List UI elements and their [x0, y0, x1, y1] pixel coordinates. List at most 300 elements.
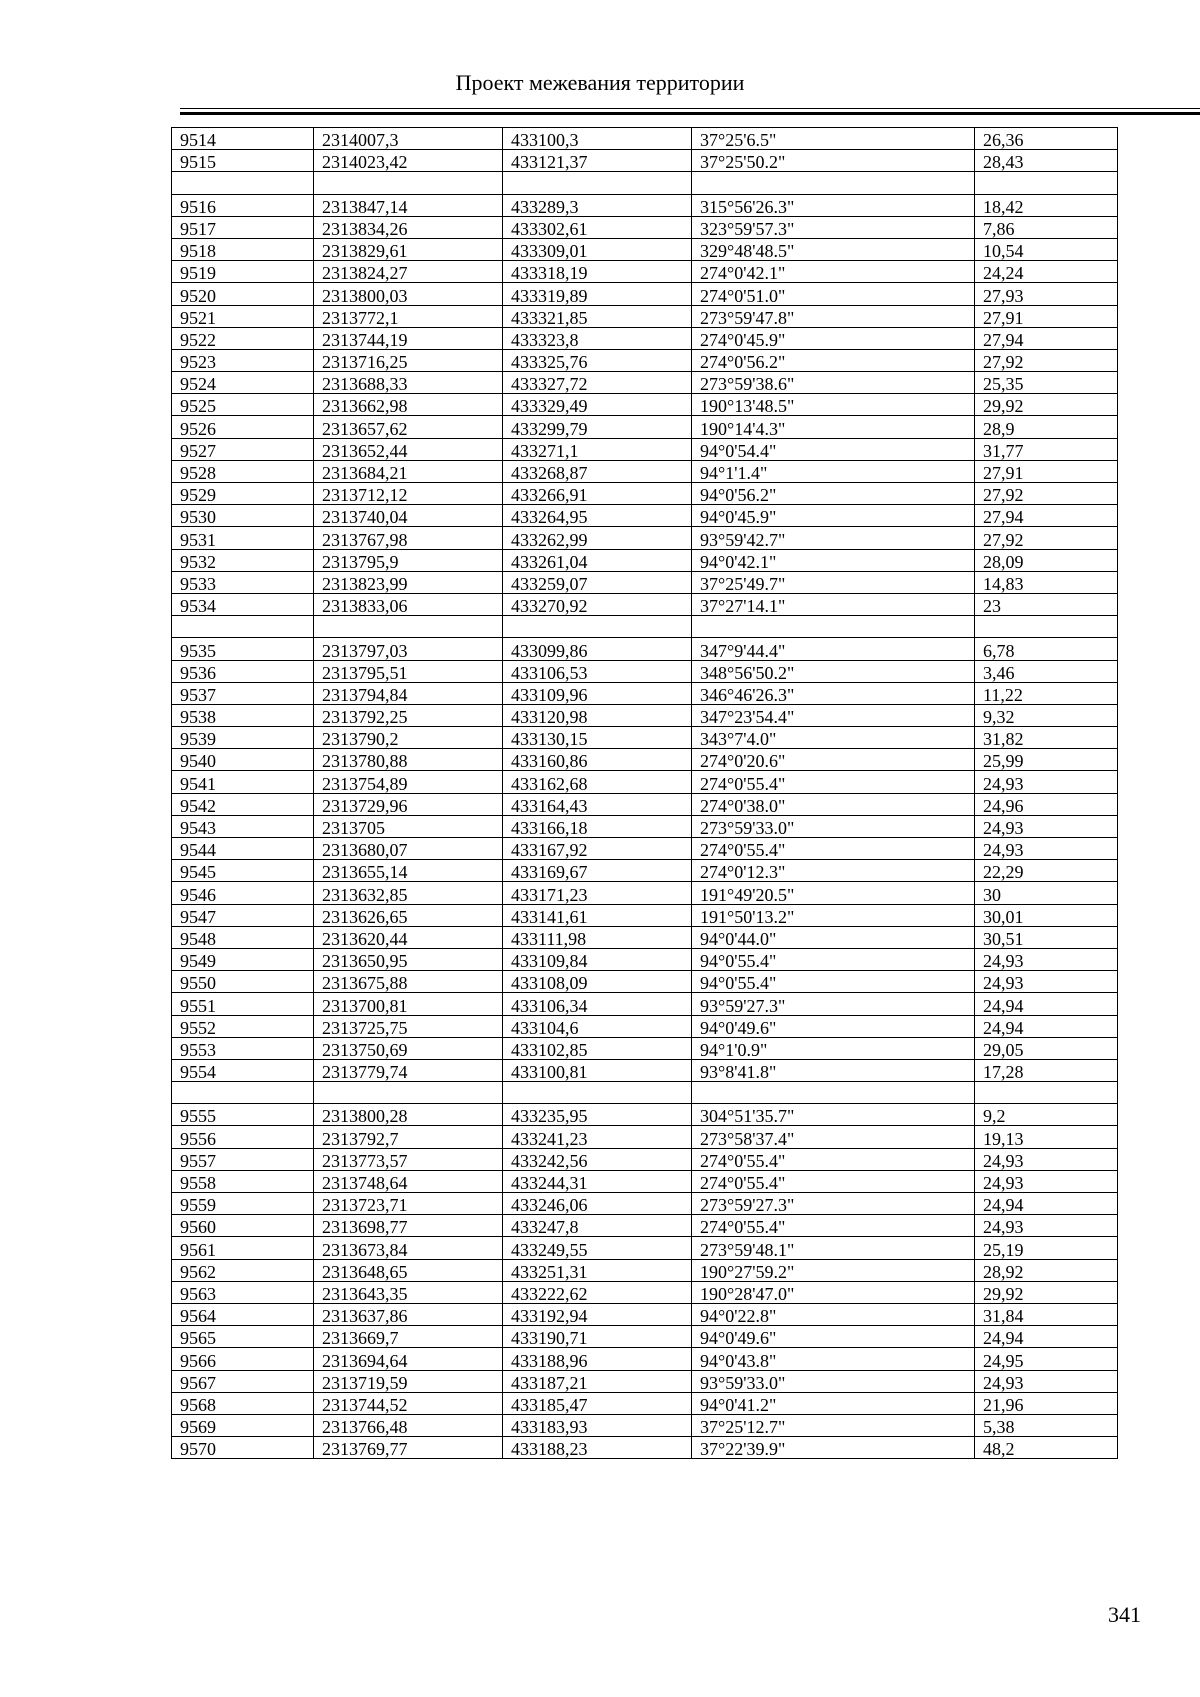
point-number-cell: 9538 [172, 704, 314, 726]
table-row [172, 1193, 1118, 1215]
table-row [172, 283, 1118, 305]
x-coordinate-cell: 2313795,9 [314, 549, 503, 571]
x-coordinate-cell: 2313657,62 [314, 416, 503, 438]
table-row [172, 993, 1118, 1015]
distance-cell: 27,92 [975, 483, 1118, 505]
table-row [172, 1303, 1118, 1325]
direction-angle-cell: 304°51'35.7" [692, 1104, 975, 1126]
point-number-cell: 9534 [172, 593, 314, 615]
distance-cell: 24,94 [975, 993, 1118, 1015]
y-coordinate-cell: 433106,53 [503, 660, 692, 682]
direction-angle-cell: 93°59'42.7" [692, 527, 975, 549]
y-coordinate-cell: 433241,23 [503, 1126, 692, 1148]
distance-cell: 28,09 [975, 549, 1118, 571]
y-coordinate-cell: 433299,79 [503, 416, 692, 438]
direction-angle-cell: 323°59'57.3" [692, 216, 975, 238]
y-coordinate-cell: 433185,47 [503, 1392, 692, 1414]
table-row [172, 616, 1118, 638]
y-coordinate-cell: 433289,3 [503, 194, 692, 216]
point-number-cell: 9535 [172, 638, 314, 660]
point-number-cell: 9523 [172, 349, 314, 371]
direction-angle-cell: 94°0'41.2" [692, 1392, 975, 1414]
direction-angle-cell: 274°0'55.4" [692, 1148, 975, 1170]
point-number-cell: 9520 [172, 283, 314, 305]
table-row [172, 838, 1118, 860]
x-coordinate-cell: 2313794,84 [314, 682, 503, 704]
distance-cell: 27,93 [975, 283, 1118, 305]
x-coordinate-cell: 2313675,88 [314, 971, 503, 993]
y-coordinate-cell: 433160,86 [503, 749, 692, 771]
x-coordinate-cell: 2313824,27 [314, 261, 503, 283]
x-coordinate-cell: 2313626,65 [314, 904, 503, 926]
table-row [172, 194, 1118, 216]
point-number-cell: 9542 [172, 793, 314, 815]
distance-cell [975, 1082, 1118, 1104]
distance-cell: 27,94 [975, 327, 1118, 349]
x-coordinate-cell: 2313766,48 [314, 1414, 503, 1436]
y-coordinate-cell: 433249,55 [503, 1237, 692, 1259]
distance-cell: 48,2 [975, 1437, 1118, 1459]
direction-angle-cell: 274°0'20.6" [692, 749, 975, 771]
distance-cell: 29,05 [975, 1037, 1118, 1059]
direction-angle-cell [692, 172, 975, 194]
x-coordinate-cell: 2313652,44 [314, 438, 503, 460]
y-coordinate-cell: 433271,1 [503, 438, 692, 460]
table-row [172, 438, 1118, 460]
point-number-cell: 9543 [172, 815, 314, 837]
distance-cell: 24,93 [975, 1215, 1118, 1237]
distance-cell: 24,24 [975, 261, 1118, 283]
x-coordinate-cell: 2313655,14 [314, 860, 503, 882]
table-row [172, 349, 1118, 371]
table-row [172, 704, 1118, 726]
y-coordinate-cell: 433190,71 [503, 1326, 692, 1348]
table-row [172, 1215, 1118, 1237]
table-row [172, 1148, 1118, 1170]
distance-cell: 7,86 [975, 216, 1118, 238]
point-number-cell: 9530 [172, 505, 314, 527]
distance-cell: 24,96 [975, 793, 1118, 815]
table-row [172, 971, 1118, 993]
y-coordinate-cell: 433162,68 [503, 771, 692, 793]
point-number-cell: 9518 [172, 238, 314, 260]
point-number-cell: 9556 [172, 1126, 314, 1148]
y-coordinate-cell: 433321,85 [503, 305, 692, 327]
header-rule-thick [180, 112, 1200, 115]
table-row [172, 1326, 1118, 1348]
point-number-cell: 9550 [172, 971, 314, 993]
y-coordinate-cell: 433106,34 [503, 993, 692, 1015]
direction-angle-cell: 94°0'43.8" [692, 1348, 975, 1370]
distance-cell: 6,78 [975, 638, 1118, 660]
table-row [172, 172, 1118, 194]
y-coordinate-cell [503, 1082, 692, 1104]
y-coordinate-cell: 433167,92 [503, 838, 692, 860]
point-number-cell: 9517 [172, 216, 314, 238]
table-row [172, 860, 1118, 882]
y-coordinate-cell: 433222,62 [503, 1281, 692, 1303]
x-coordinate-cell: 2313792,25 [314, 704, 503, 726]
direction-angle-cell: 347°23'54.4" [692, 704, 975, 726]
y-coordinate-cell: 433266,91 [503, 483, 692, 505]
direction-angle-cell: 94°1'1.4" [692, 460, 975, 482]
y-coordinate-cell: 433325,76 [503, 349, 692, 371]
direction-angle-cell: 190°28'47.0" [692, 1281, 975, 1303]
direction-angle-cell: 37°27'14.1" [692, 593, 975, 615]
point-number-cell: 9567 [172, 1370, 314, 1392]
direction-angle-cell: 94°0'56.2" [692, 483, 975, 505]
distance-cell: 22,29 [975, 860, 1118, 882]
direction-angle-cell: 37°22'39.9" [692, 1437, 975, 1459]
direction-angle-cell: 37°25'50.2" [692, 150, 975, 172]
point-number-cell: 9545 [172, 860, 314, 882]
direction-angle-cell: 346°46'26.3" [692, 682, 975, 704]
distance-cell: 5,38 [975, 1414, 1118, 1436]
table-row [172, 682, 1118, 704]
x-coordinate-cell: 2313673,84 [314, 1237, 503, 1259]
distance-cell: 24,93 [975, 948, 1118, 970]
distance-cell: 10,54 [975, 238, 1118, 260]
y-coordinate-cell: 433270,92 [503, 593, 692, 615]
table-row [172, 1015, 1118, 1037]
y-coordinate-cell: 433259,07 [503, 571, 692, 593]
point-number-cell: 9527 [172, 438, 314, 460]
distance-cell: 24,94 [975, 1015, 1118, 1037]
header-rule-thin [180, 108, 1200, 109]
table-row [172, 261, 1118, 283]
point-number-cell: 9564 [172, 1303, 314, 1325]
y-coordinate-cell: 433264,95 [503, 505, 692, 527]
table-row [172, 593, 1118, 615]
point-number-cell: 9549 [172, 948, 314, 970]
table-row [172, 1237, 1118, 1259]
distance-cell [975, 616, 1118, 638]
point-number-cell: 9548 [172, 926, 314, 948]
point-number-cell: 9561 [172, 1237, 314, 1259]
distance-cell: 24,93 [975, 815, 1118, 837]
distance-cell: 27,92 [975, 349, 1118, 371]
x-coordinate-cell [314, 172, 503, 194]
point-number-cell: 9563 [172, 1281, 314, 1303]
distance-cell: 24,95 [975, 1348, 1118, 1370]
direction-angle-cell: 37°25'6.5" [692, 128, 975, 150]
point-number-cell: 9514 [172, 128, 314, 150]
table-row [172, 571, 1118, 593]
distance-cell: 30,01 [975, 904, 1118, 926]
table-row [172, 793, 1118, 815]
x-coordinate-cell: 2313740,04 [314, 505, 503, 527]
x-coordinate-cell: 2313684,21 [314, 460, 503, 482]
y-coordinate-cell: 433104,6 [503, 1015, 692, 1037]
x-coordinate-cell: 2313744,52 [314, 1392, 503, 1414]
point-number-cell: 9553 [172, 1037, 314, 1059]
direction-angle-cell: 347°9'44.4" [692, 638, 975, 660]
x-coordinate-cell: 2313823,99 [314, 571, 503, 593]
y-coordinate-cell: 433188,96 [503, 1348, 692, 1370]
table-row [172, 238, 1118, 260]
x-coordinate-cell: 2313792,7 [314, 1126, 503, 1148]
direction-angle-cell: 94°0'42.1" [692, 549, 975, 571]
y-coordinate-cell: 433329,49 [503, 394, 692, 416]
x-coordinate-cell: 2313769,77 [314, 1437, 503, 1459]
point-number-cell: 9519 [172, 261, 314, 283]
direction-angle-cell: 273°59'33.0" [692, 815, 975, 837]
y-coordinate-cell: 433262,99 [503, 527, 692, 549]
table-row [172, 372, 1118, 394]
table-row [172, 638, 1118, 660]
x-coordinate-cell: 2313688,33 [314, 372, 503, 394]
direction-angle-cell: 94°0'49.6" [692, 1326, 975, 1348]
point-number-cell: 9559 [172, 1193, 314, 1215]
table-row [172, 660, 1118, 682]
table-row [172, 1437, 1118, 1459]
table-row [172, 749, 1118, 771]
distance-cell: 24,93 [975, 838, 1118, 860]
distance-cell: 27,94 [975, 505, 1118, 527]
y-coordinate-cell: 433099,86 [503, 638, 692, 660]
y-coordinate-cell: 433102,85 [503, 1037, 692, 1059]
point-number-cell: 9562 [172, 1259, 314, 1281]
table-row [172, 505, 1118, 527]
distance-cell: 25,35 [975, 372, 1118, 394]
direction-angle-cell: 348°56'50.2" [692, 660, 975, 682]
direction-angle-cell: 273°59'47.8" [692, 305, 975, 327]
x-coordinate-cell: 2313773,57 [314, 1148, 503, 1170]
y-coordinate-cell: 433141,61 [503, 904, 692, 926]
distance-cell: 9,32 [975, 704, 1118, 726]
direction-angle-cell: 343°7'4.0" [692, 727, 975, 749]
x-coordinate-cell: 2313744,19 [314, 327, 503, 349]
table-row [172, 904, 1118, 926]
point-number-cell: 9537 [172, 682, 314, 704]
y-coordinate-cell: 433302,61 [503, 216, 692, 238]
table-row [172, 327, 1118, 349]
table-row [172, 549, 1118, 571]
x-coordinate-cell: 2313637,86 [314, 1303, 503, 1325]
direction-angle-cell: 274°0'55.4" [692, 771, 975, 793]
coordinates-table [171, 127, 1118, 1459]
x-coordinate-cell: 2314023,42 [314, 150, 503, 172]
y-coordinate-cell: 433192,94 [503, 1303, 692, 1325]
distance-cell: 24,93 [975, 1170, 1118, 1192]
y-coordinate-cell: 433100,81 [503, 1059, 692, 1081]
point-number-cell: 9524 [172, 372, 314, 394]
x-coordinate-cell: 2313800,03 [314, 283, 503, 305]
x-coordinate-cell: 2313750,69 [314, 1037, 503, 1059]
x-coordinate-cell: 2313779,74 [314, 1059, 503, 1081]
table-row [172, 216, 1118, 238]
distance-cell: 24,93 [975, 771, 1118, 793]
x-coordinate-cell: 2313723,71 [314, 1193, 503, 1215]
distance-cell: 23 [975, 593, 1118, 615]
x-coordinate-cell: 2313662,98 [314, 394, 503, 416]
y-coordinate-cell: 433183,93 [503, 1414, 692, 1436]
direction-angle-cell: 315°56'26.3" [692, 194, 975, 216]
y-coordinate-cell: 433120,98 [503, 704, 692, 726]
x-coordinate-cell [314, 1082, 503, 1104]
point-number-cell: 9544 [172, 838, 314, 860]
distance-cell: 29,92 [975, 394, 1118, 416]
distance-cell: 24,93 [975, 1370, 1118, 1392]
distance-cell: 30 [975, 882, 1118, 904]
y-coordinate-cell: 433108,09 [503, 971, 692, 993]
distance-cell: 19,13 [975, 1126, 1118, 1148]
point-number-cell: 9528 [172, 460, 314, 482]
direction-angle-cell: 190°13'48.5" [692, 394, 975, 416]
y-coordinate-cell: 433244,31 [503, 1170, 692, 1192]
page-header-title: Проект межевания территории [455, 70, 745, 95]
point-number-cell: 9529 [172, 483, 314, 505]
point-number-cell: 9557 [172, 1148, 314, 1170]
direction-angle-cell: 190°27'59.2" [692, 1259, 975, 1281]
table-row [172, 305, 1118, 327]
distance-cell: 27,91 [975, 305, 1118, 327]
point-number-cell: 9565 [172, 1326, 314, 1348]
table-row [172, 1348, 1118, 1370]
point-number-cell: 9539 [172, 727, 314, 749]
direction-angle-cell: 94°1'0.9" [692, 1037, 975, 1059]
point-number-cell: 9546 [172, 882, 314, 904]
direction-angle-cell: 274°0'55.4" [692, 1215, 975, 1237]
y-coordinate-cell: 433121,37 [503, 150, 692, 172]
y-coordinate-cell: 433235,95 [503, 1104, 692, 1126]
x-coordinate-cell: 2313716,25 [314, 349, 503, 371]
x-coordinate-cell: 2313700,81 [314, 993, 503, 1015]
point-number-cell: 9568 [172, 1392, 314, 1414]
distance-cell: 27,91 [975, 460, 1118, 482]
distance-cell: 31,77 [975, 438, 1118, 460]
x-coordinate-cell: 2313847,14 [314, 194, 503, 216]
y-coordinate-cell: 433109,84 [503, 948, 692, 970]
direction-angle-cell: 191°50'13.2" [692, 904, 975, 926]
direction-angle-cell: 94°0'44.0" [692, 926, 975, 948]
direction-angle-cell: 94°0'55.4" [692, 948, 975, 970]
x-coordinate-cell: 2313829,61 [314, 238, 503, 260]
point-number-cell [172, 172, 314, 194]
direction-angle-cell: 93°59'33.0" [692, 1370, 975, 1392]
direction-angle-cell: 274°0'55.4" [692, 1170, 975, 1192]
x-coordinate-cell [314, 616, 503, 638]
point-number-cell: 9566 [172, 1348, 314, 1370]
distance-cell: 18,42 [975, 194, 1118, 216]
direction-angle-cell: 94°0'49.6" [692, 1015, 975, 1037]
direction-angle-cell: 274°0'42.1" [692, 261, 975, 283]
x-coordinate-cell: 2313632,85 [314, 882, 503, 904]
y-coordinate-cell: 433164,43 [503, 793, 692, 815]
table-row [172, 1370, 1118, 1392]
x-coordinate-cell: 2313705 [314, 815, 503, 837]
y-coordinate-cell: 433187,21 [503, 1370, 692, 1392]
point-number-cell: 9555 [172, 1104, 314, 1126]
x-coordinate-cell: 2313795,51 [314, 660, 503, 682]
table-row [172, 771, 1118, 793]
distance-cell: 11,22 [975, 682, 1118, 704]
x-coordinate-cell: 2313748,64 [314, 1170, 503, 1192]
direction-angle-cell: 329°48'48.5" [692, 238, 975, 260]
y-coordinate-cell: 433169,67 [503, 860, 692, 882]
x-coordinate-cell: 2313669,7 [314, 1326, 503, 1348]
table-row [172, 1037, 1118, 1059]
x-coordinate-cell: 2313800,28 [314, 1104, 503, 1126]
y-coordinate-cell: 433327,72 [503, 372, 692, 394]
x-coordinate-cell: 2313725,75 [314, 1015, 503, 1037]
x-coordinate-cell: 2313729,96 [314, 793, 503, 815]
table-row [172, 1392, 1118, 1414]
point-number-cell: 9515 [172, 150, 314, 172]
point-number-cell: 9558 [172, 1170, 314, 1192]
direction-angle-cell: 273°59'27.3" [692, 1193, 975, 1215]
direction-angle-cell [692, 1082, 975, 1104]
point-number-cell: 9533 [172, 571, 314, 593]
distance-cell: 30,51 [975, 926, 1118, 948]
direction-angle-cell: 94°0'22.8" [692, 1303, 975, 1325]
coordinates-table-body [172, 128, 1118, 1459]
y-coordinate-cell: 433309,01 [503, 238, 692, 260]
distance-cell: 3,46 [975, 660, 1118, 682]
distance-cell: 9,2 [975, 1104, 1118, 1126]
x-coordinate-cell: 2313767,98 [314, 527, 503, 549]
distance-cell: 24,93 [975, 971, 1118, 993]
x-coordinate-cell: 2313620,44 [314, 926, 503, 948]
y-coordinate-cell: 433166,18 [503, 815, 692, 837]
table-row [172, 460, 1118, 482]
table-row [172, 1104, 1118, 1126]
distance-cell: 24,93 [975, 1148, 1118, 1170]
point-number-cell: 9522 [172, 327, 314, 349]
table-row [172, 1281, 1118, 1303]
x-coordinate-cell: 2313680,07 [314, 838, 503, 860]
distance-cell: 25,99 [975, 749, 1118, 771]
y-coordinate-cell: 433242,56 [503, 1148, 692, 1170]
distance-cell: 29,92 [975, 1281, 1118, 1303]
direction-angle-cell: 274°0'45.9" [692, 327, 975, 349]
direction-angle-cell [692, 616, 975, 638]
table-row [172, 926, 1118, 948]
table-row [172, 527, 1118, 549]
point-number-cell: 9569 [172, 1414, 314, 1436]
y-coordinate-cell: 433268,87 [503, 460, 692, 482]
direction-angle-cell: 274°0'12.3" [692, 860, 975, 882]
x-coordinate-cell: 2313780,88 [314, 749, 503, 771]
point-number-cell: 9531 [172, 527, 314, 549]
distance-cell: 14,83 [975, 571, 1118, 593]
x-coordinate-cell: 2313834,26 [314, 216, 503, 238]
direction-angle-cell: 273°59'38.6" [692, 372, 975, 394]
table-row [172, 1082, 1118, 1104]
distance-cell [975, 172, 1118, 194]
y-coordinate-cell: 433318,19 [503, 261, 692, 283]
point-number-cell: 9525 [172, 394, 314, 416]
table-row [172, 882, 1118, 904]
x-coordinate-cell: 2313754,89 [314, 771, 503, 793]
table-row [172, 394, 1118, 416]
point-number-cell [172, 616, 314, 638]
y-coordinate-cell: 433109,96 [503, 682, 692, 704]
direction-angle-cell: 274°0'55.4" [692, 838, 975, 860]
table-row [172, 1414, 1118, 1436]
table-row [172, 483, 1118, 505]
y-coordinate-cell: 433247,8 [503, 1215, 692, 1237]
y-coordinate-cell [503, 616, 692, 638]
table-row [172, 1259, 1118, 1281]
point-number-cell: 9554 [172, 1059, 314, 1081]
point-number-cell: 9560 [172, 1215, 314, 1237]
y-coordinate-cell: 433188,23 [503, 1437, 692, 1459]
x-coordinate-cell: 2313650,95 [314, 948, 503, 970]
point-number-cell: 9570 [172, 1437, 314, 1459]
table-row [172, 128, 1118, 150]
point-number-cell: 9536 [172, 660, 314, 682]
